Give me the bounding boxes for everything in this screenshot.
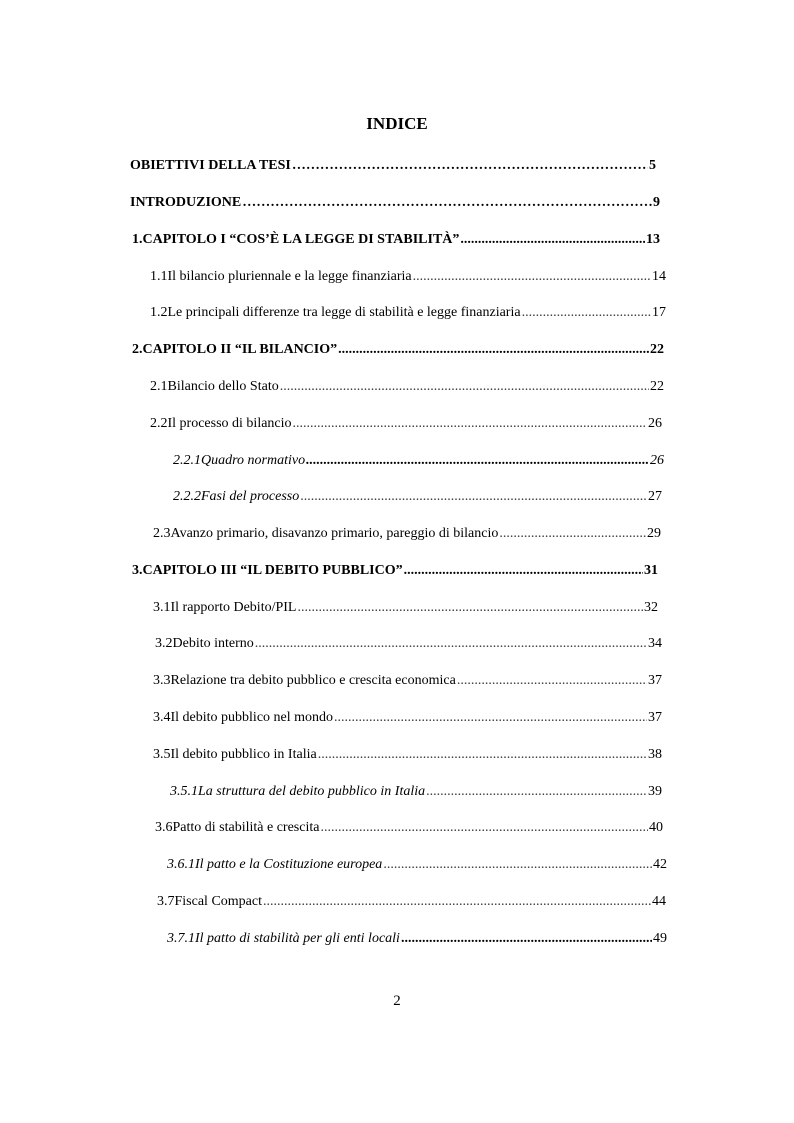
toc-entry[interactable] — [153, 524, 661, 544]
toc-leader — [280, 377, 649, 397]
toc-entry[interactable] — [153, 671, 662, 691]
toc-leader — [306, 451, 649, 471]
toc-entry-title: Patto di stabilità e crescita — [172, 820, 320, 835]
toc-entry[interactable] — [130, 156, 656, 176]
toc-entry-number: 3.7.1 — [167, 931, 195, 946]
toc-entry-page: 27 — [648, 489, 662, 504]
toc-entry-page: 31 — [644, 563, 658, 578]
toc-entry-page: 17 — [652, 305, 666, 320]
toc-leader — [457, 671, 647, 691]
toc-entry-page: 26 — [648, 416, 662, 431]
toc-entry-title: OBIETTIVI DELLA TESI — [130, 158, 291, 173]
toc-entry-page: 29 — [647, 526, 661, 541]
toc-entry-page: 26 — [650, 453, 664, 468]
toc-entry-number: 3.6 — [155, 820, 173, 835]
toc-leader — [334, 708, 647, 728]
toc-entry-number: 2.3 — [153, 526, 171, 541]
toc-entry-title: Il patto di stabilità per gli enti locali — [195, 931, 400, 946]
toc-entry-number: 1.2 — [150, 305, 168, 320]
toc-entry-number: 1. — [132, 232, 143, 247]
toc-entry-number: 3.1 — [153, 600, 171, 615]
toc-entry-title: Il rapporto Debito/PIL — [170, 600, 297, 615]
toc-entry-title: La struttura del debito pubblico in Italia — [198, 784, 426, 799]
toc-entry-page: 37 — [648, 710, 662, 725]
toc-leader — [242, 193, 652, 213]
toc-leader — [255, 634, 647, 654]
toc-entry-title: Debito interno — [172, 636, 254, 651]
toc-entry[interactable] — [153, 745, 662, 765]
toc-leader — [383, 855, 652, 875]
toc-entry-page: 39 — [648, 784, 662, 799]
toc-entry-title: Il debito pubblico in Italia — [170, 747, 317, 762]
toc-entry-page: 13 — [646, 232, 660, 247]
toc-entry[interactable] — [155, 818, 663, 838]
toc-entry-title: Fiscal Compact — [174, 894, 262, 909]
toc-entry-number: 3.7 — [157, 894, 175, 909]
toc-entry-number: 1.1 — [150, 269, 168, 284]
toc-entry-number: 3.6.1 — [167, 857, 195, 872]
toc-entry-title: Il processo di bilancio — [167, 416, 292, 431]
toc-leader — [297, 598, 643, 618]
toc-leader — [338, 340, 649, 360]
toc-entry[interactable] — [157, 892, 666, 912]
toc-leader — [426, 782, 647, 802]
toc-entry-page: 37 — [648, 673, 662, 688]
toc-leader — [292, 156, 648, 176]
toc-entry-page: 22 — [650, 379, 664, 394]
toc-entry-title: Bilancio dello Stato — [167, 379, 279, 394]
toc-leader — [318, 745, 647, 765]
toc-entry[interactable] — [155, 634, 662, 654]
toc-entry-page: 14 — [652, 269, 666, 284]
toc-entry-page: 49 — [653, 931, 667, 946]
toc-entry-number: 2.2 — [150, 416, 168, 431]
toc-entry[interactable] — [153, 598, 658, 618]
toc-leader — [293, 414, 647, 434]
toc-leader — [300, 487, 647, 507]
toc-entry[interactable] — [150, 377, 664, 397]
toc-leader — [413, 267, 651, 287]
toc-entry[interactable] — [132, 230, 660, 250]
toc-entry-title: INTRODUZIONE — [130, 195, 242, 210]
toc-leader — [404, 561, 643, 581]
toc-entry-title: CAPITOLO I “COS’È LA LEGGE DI STABILITÀ” — [142, 232, 460, 247]
toc-entry-title: CAPITOLO II “IL BILANCIO” — [142, 342, 338, 357]
toc-entry-page: 32 — [644, 600, 658, 615]
toc-entry[interactable] — [132, 561, 658, 581]
toc-entry-page: 40 — [649, 820, 663, 835]
toc-entry[interactable] — [150, 303, 666, 323]
toc-entry-number: 2.2.1 — [173, 453, 201, 468]
toc-entry-number: 2.2.2 — [173, 489, 201, 504]
toc-entry-number: 3. — [132, 563, 143, 578]
toc-entry-title: Il debito pubblico nel mondo — [170, 710, 334, 725]
toc-entry-page: 42 — [653, 857, 667, 872]
toc-entry-title: Fasi del processo — [201, 489, 300, 504]
toc-entry-number: 2. — [132, 342, 143, 357]
toc-entry-number: 3.3 — [153, 673, 171, 688]
toc-entry[interactable] — [153, 708, 662, 728]
page-number: 2 — [393, 993, 401, 1009]
toc-leader — [522, 303, 651, 323]
toc-entry-title: Relazione tra debito pubblico e crescita economica — [170, 673, 456, 688]
toc-entry-page: 9 — [653, 195, 660, 210]
toc-entry-page: 38 — [648, 747, 662, 762]
toc-entry-number: 3.4 — [153, 710, 171, 725]
toc-entry-title: Quadro normativo — [201, 453, 306, 468]
toc-entry[interactable] — [150, 414, 662, 434]
toc-entry-title: Il patto e la Costituzione europea — [195, 857, 383, 872]
toc-entry-title: Avanzo primario, disavanzo primario, pareggio di bilancio — [170, 526, 499, 541]
toc-entry[interactable] — [170, 782, 662, 802]
toc-entry-page: 44 — [652, 894, 666, 909]
toc-entry-number: 2.1 — [150, 379, 168, 394]
toc-entry[interactable] — [167, 929, 667, 949]
toc-entry-number: 3.5 — [153, 747, 171, 762]
toc-entry-page: 5 — [649, 158, 656, 173]
toc-entry[interactable] — [132, 340, 664, 360]
toc-leader — [460, 230, 645, 250]
toc-entry-page: 22 — [650, 342, 664, 357]
toc-leader — [401, 929, 652, 949]
toc-entry[interactable] — [173, 451, 664, 471]
page-title: INDICE — [366, 114, 428, 133]
toc-entry-title: Le principali differenze tra legge di stabilità e legge finanziaria — [167, 305, 521, 320]
toc-entry-number: 3.2 — [155, 636, 173, 651]
toc-entry-title: CAPITOLO III “IL DEBITO PUBBLICO” — [142, 563, 403, 578]
toc-entry-title: Il bilancio pluriennale e la legge finanziaria — [167, 269, 412, 284]
toc-entry-page: 34 — [648, 636, 662, 651]
toc-entry[interactable] — [150, 267, 666, 287]
toc-entry[interactable] — [167, 855, 667, 875]
toc-entry-number: 3.5.1 — [170, 784, 198, 799]
toc-leader — [499, 524, 646, 544]
toc-leader — [263, 892, 651, 912]
toc-entry[interactable] — [130, 193, 660, 213]
toc-entry[interactable] — [173, 487, 662, 507]
toc-leader — [320, 818, 648, 838]
